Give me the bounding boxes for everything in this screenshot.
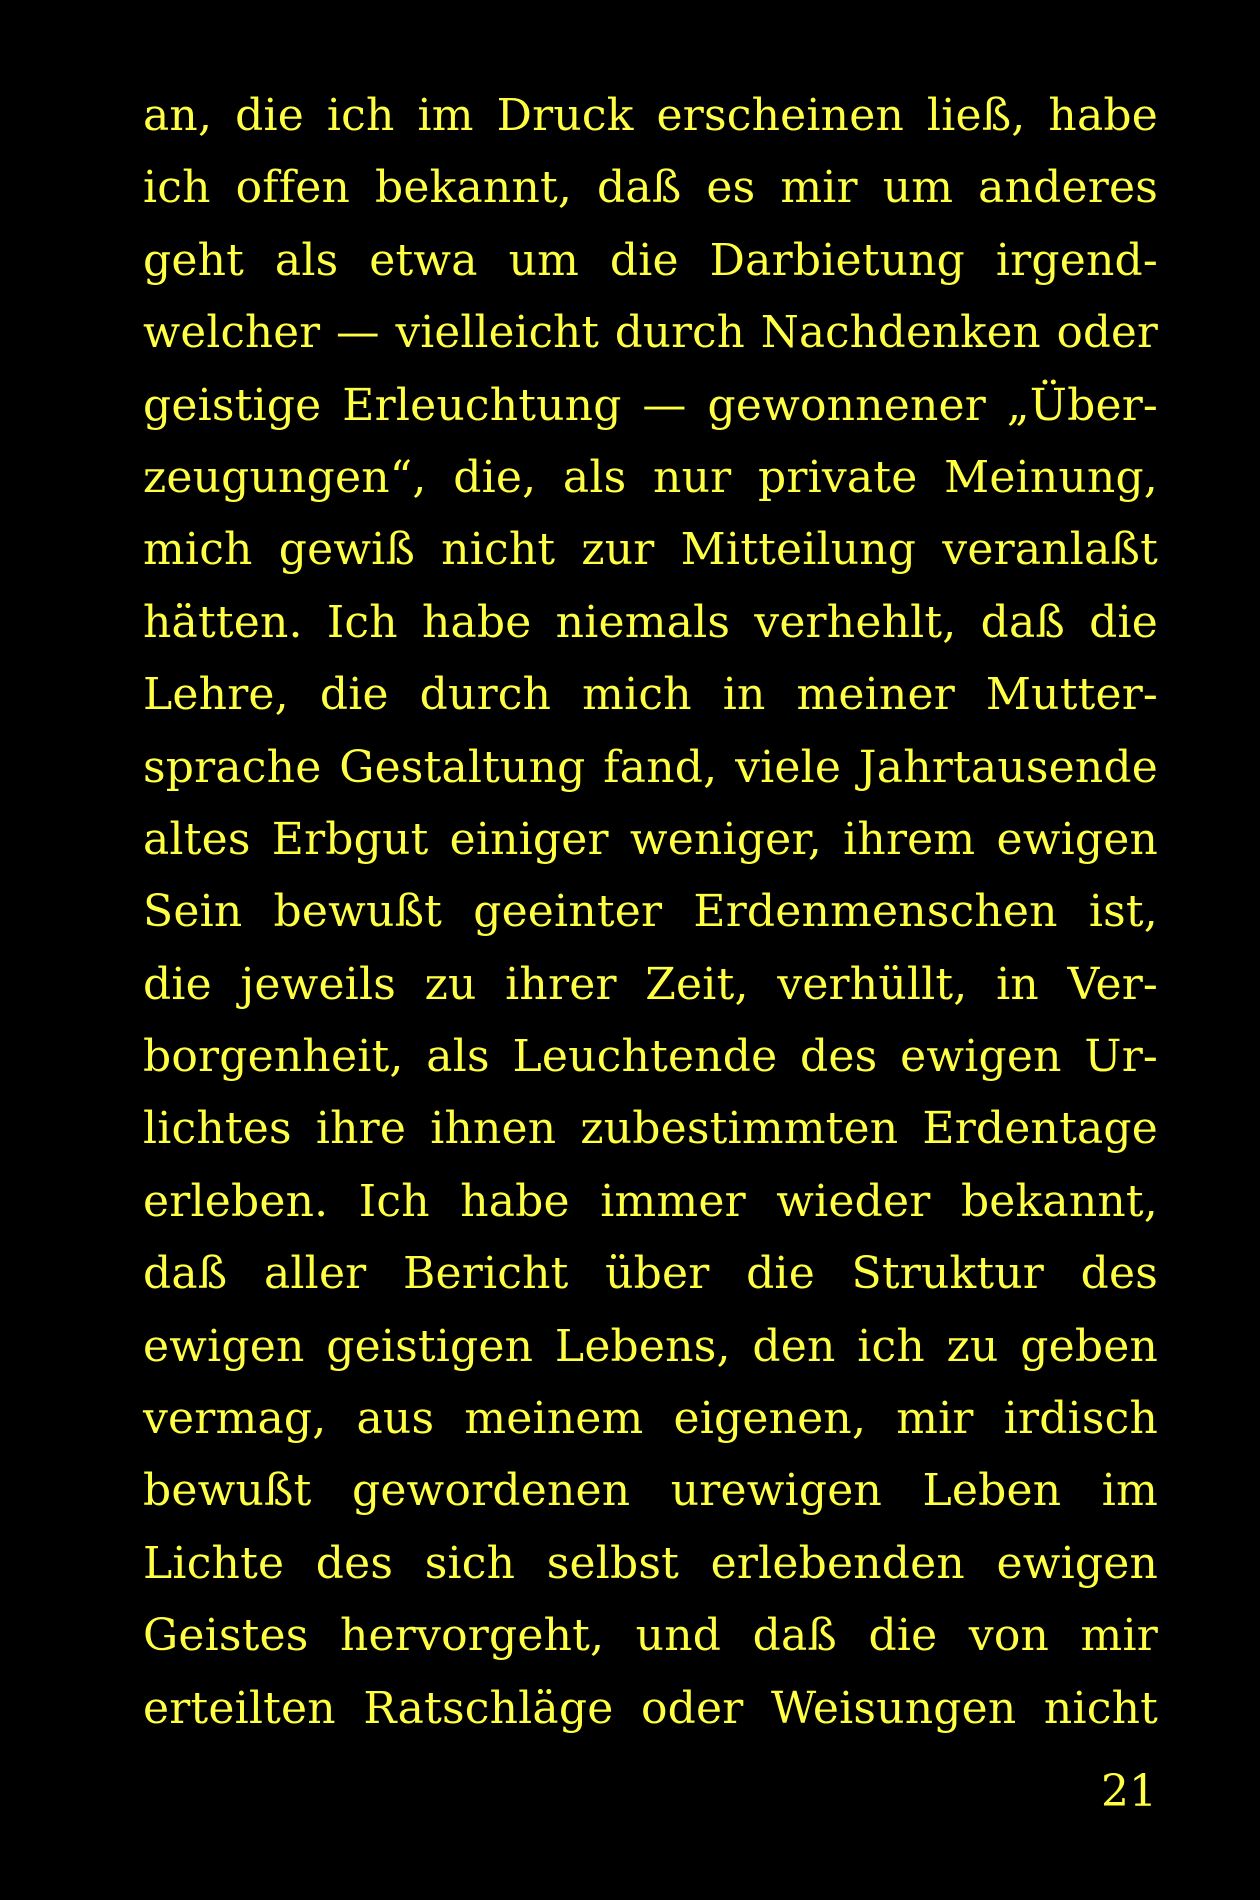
text-line-17: daß aller Bericht über die Struktur des [143,1248,1158,1300]
text-line-9: Lehre, die durch mich in meiner Mutter- [143,669,1158,721]
text-line-13: die jeweils zu ihrer Zeit, verhüllt, in Ver- [143,958,1158,1010]
text-line-2: ich offen bekannt, daß es mir um anderes [143,162,1158,214]
text-line-23: erteilten Ratschläge oder Weisungen nicht [143,1682,1158,1734]
text-line-11: altes Erbgut einiger weniger, ihrem ewigen [143,813,1158,865]
text-line-7: mich gewiß nicht zur Mitteilung veranlaßt [143,524,1158,576]
page-number: 21 [1101,1766,1157,1817]
text-line-4: welcher — vielleicht durch Nachdenken oder [143,308,1158,359]
text-line-16: erleben. Ich habe immer wieder bekannt, [143,1175,1158,1227]
text-line-22: Geistes hervorgeht, und daß die von mir [143,1610,1158,1662]
text-line-15: lichtes ihre ihnen zubestimmten Erdentage [143,1103,1158,1155]
text-line-6: zeugungen“, die, als nur private Meinung, [143,451,1158,503]
text-line-5: geistige Erleuchtung — gewonnener „Über- [143,379,1158,431]
text-line-19: vermag, aus meinem eigenen, mir irdisch [143,1393,1158,1445]
body-text [143,80,1158,1745]
text-line-14: borgenheit, als Leuchtende des ewigen Ur- [143,1031,1158,1083]
text-line-20: bewußt gewordenen urewigen Leben im [143,1465,1158,1517]
text-line-3: geht als etwa um die Darbietung irgend- [143,234,1158,286]
text-line-12: Sein bewußt geeinter Erdenmenschen ist, [143,886,1158,938]
text-line-10: sprache Gestaltung fand, viele Jahrtausende [143,741,1158,793]
text-line-18: ewigen geistigen Lebens, den ich zu geben [143,1320,1158,1372]
text-line-1: an, die ich im Druck erscheinen ließ, habe [143,90,1158,141]
text-line-21: Lichte des sich selbst erlebenden ewigen [143,1537,1158,1589]
text-line-8: hätten. Ich habe niemals verhehlt, daß die [143,596,1158,648]
